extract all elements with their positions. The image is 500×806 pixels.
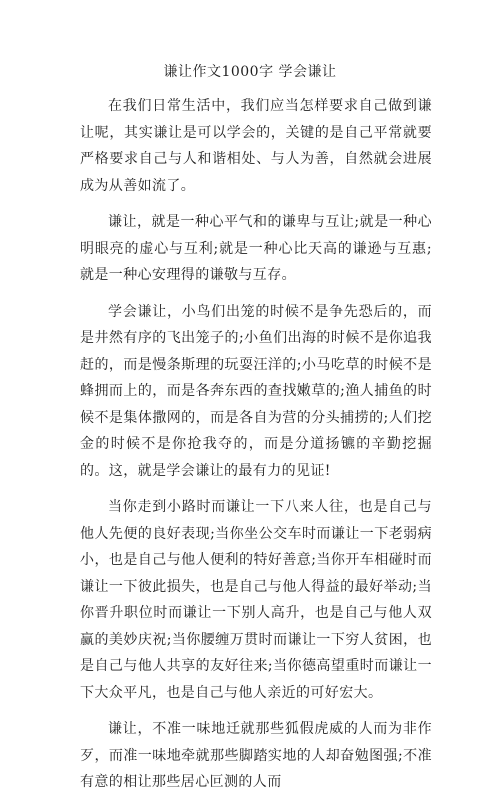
document-body (80, 93, 432, 806)
paragraph: 当你走到小路时而谦让一下八来人往，也是自己与他人先便的良好表现;当你坐公交车时而谦让一下老弱病小，也是自己与他人便利的特好善意;当你开车相碰时而谦让一下彼此损失，也是自己与他人得益的最好举动;当你晋升职位时而谦让一下别人高升，也是自己与他人双赢的美妙庆祝;当你腰缠万贯时而谦让一下穷人贫困，也是自己与他人共享的友好往来;当你德高望重时而谦让一下大众平凡，也是自己与他人亲近的可好宏大。 (80, 499, 432, 701)
paragraph: 在我们日常生活中，我们应当怎样要求自己做到谦让呢，其实谦让是可以学会的，关键的是自己平常就要严格要求自己与人和谐相处、与人为善，自然就会进展成为从善如流了。 (80, 98, 432, 194)
paragraph: 谦让，就是一种心平气和的谦卑与互让;就是一种心明眼亮的虚心与互利;就是一种心比天高的谦逊与互惠;就是一种心安理得的谦敬与互存。 (80, 214, 432, 283)
document-title: 谦让作文1000字 学会谦让 (163, 64, 337, 80)
paragraph: 学会谦让，小鸟们出笼的时候不是争先恐后的，而是井然有序的飞出笼子的;小鱼们出海的时候不是你追我赶的，而是慢条斯理的玩耍汪洋的;小马吃草的时候不是蜂拥而上的，而是各奔东西的查找嫩草的;渔人捕鱼的时候不是集体撒网的，而是各自为营的分头捕捞的;人们挖金的时候不是你抢我夺的，而是分道扬镳的辛勤挖掘的。这，就是学会谦让的最有力的见证! (80, 303, 432, 479)
paragraph: 谦让，不准一味地迁就那些狐假虎威的人而为非作歹，而准一味地牵就那些脚踏实地的人却奋勉图强;不准有意的相让那些居心叵测的人而 (80, 721, 432, 790)
